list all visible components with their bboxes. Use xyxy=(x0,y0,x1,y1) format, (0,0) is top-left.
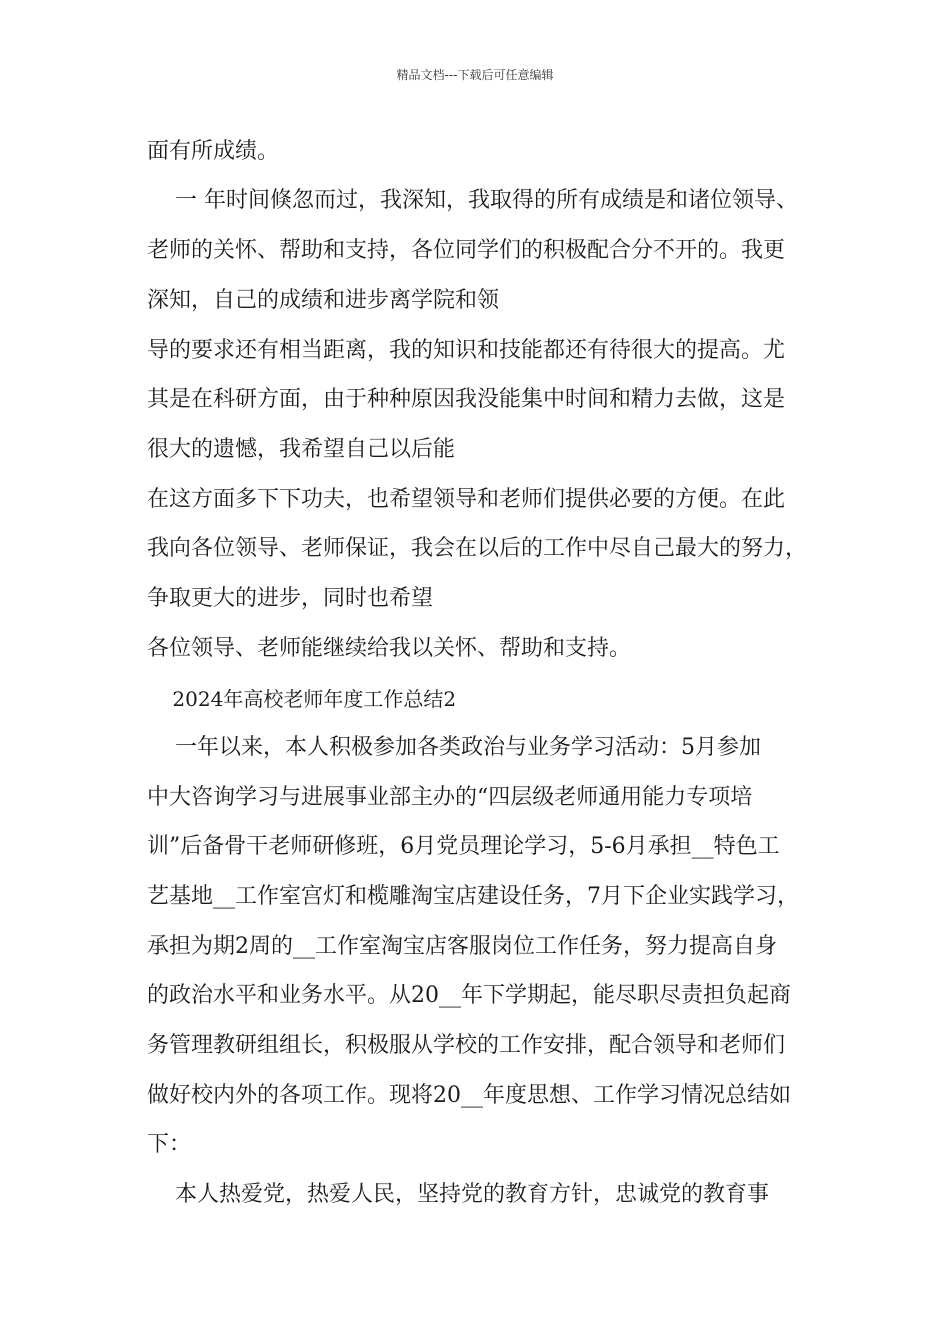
text-line: 面有所成绩。 xyxy=(147,139,280,164)
text-line: 其是在科研方面，由于种种原因我没能集中时间和精力去做，这是 xyxy=(147,387,786,412)
text-line: 导的要求还有相当距离，我的知识和技能都还有待很大的提高。尤 xyxy=(147,338,786,363)
text-line: 一 年时间倏忽而过，我深知，我取得的所有成绩是和诸位领导、 xyxy=(147,188,798,213)
text-line: 艺基地__工作室宫灯和榄雕淘宝店建设任务，7月下企业实践学习， xyxy=(147,884,799,909)
section-title: 2024年高校老师年度工作总结2 xyxy=(147,687,457,711)
text-line: 本人热爱党，热爱人民，坚持党的教育方针，忠诚党的教育事 xyxy=(147,1182,769,1207)
text-line: 老师的关怀、帮助和支持，各位同学们的积极配合分不开的。我更 xyxy=(147,238,786,263)
text-line: 承担为期2周的__工作室淘宝店客服岗位工作任务，努力提高自身 xyxy=(147,934,777,959)
page-header: 精品文档---下载后可任意编辑 xyxy=(396,68,554,82)
text-line: 各位领导、老师能继续给我以关怀、帮助和支持。 xyxy=(147,636,632,661)
text-line: 做好校内外的各项工作。现将20__年度思想、工作学习情况总结如 xyxy=(147,1083,791,1108)
text-line: 深知，自己的成绩和进步离学院和领 xyxy=(147,288,500,313)
text-line: 争取更大的进步，同时也希望 xyxy=(147,586,434,611)
text-line: 我向各位领导、老师保证，我会在以后的工作中尽自己最大的努力， xyxy=(147,536,808,561)
text-line: 务管理教研组组长，积极服从学校的工作安排，配合领导和老师们 xyxy=(147,1033,786,1058)
text-line: 下： xyxy=(147,1132,192,1157)
text-line: 中大咨询学习与进展事业部主办的“四层级老师通用能力专项培 xyxy=(147,785,753,810)
text-line: 在这方面多下下功夫，也希望领导和老师们提供必要的方便。在此 xyxy=(147,487,786,512)
text-line: 一年以来，本人积极参加各类政治与业务学习活动：5月参加 xyxy=(147,735,761,760)
text-line: 很大的遗憾，我希望自己以后能 xyxy=(147,437,456,462)
text-line: 的政治水平和业务水平。从20__年下学期起，能尽职尽责担负起商 xyxy=(147,983,791,1008)
text-line: 训”后备骨干老师研修班，6月党员理论学习，5-6月承担__特色工 xyxy=(147,834,780,859)
